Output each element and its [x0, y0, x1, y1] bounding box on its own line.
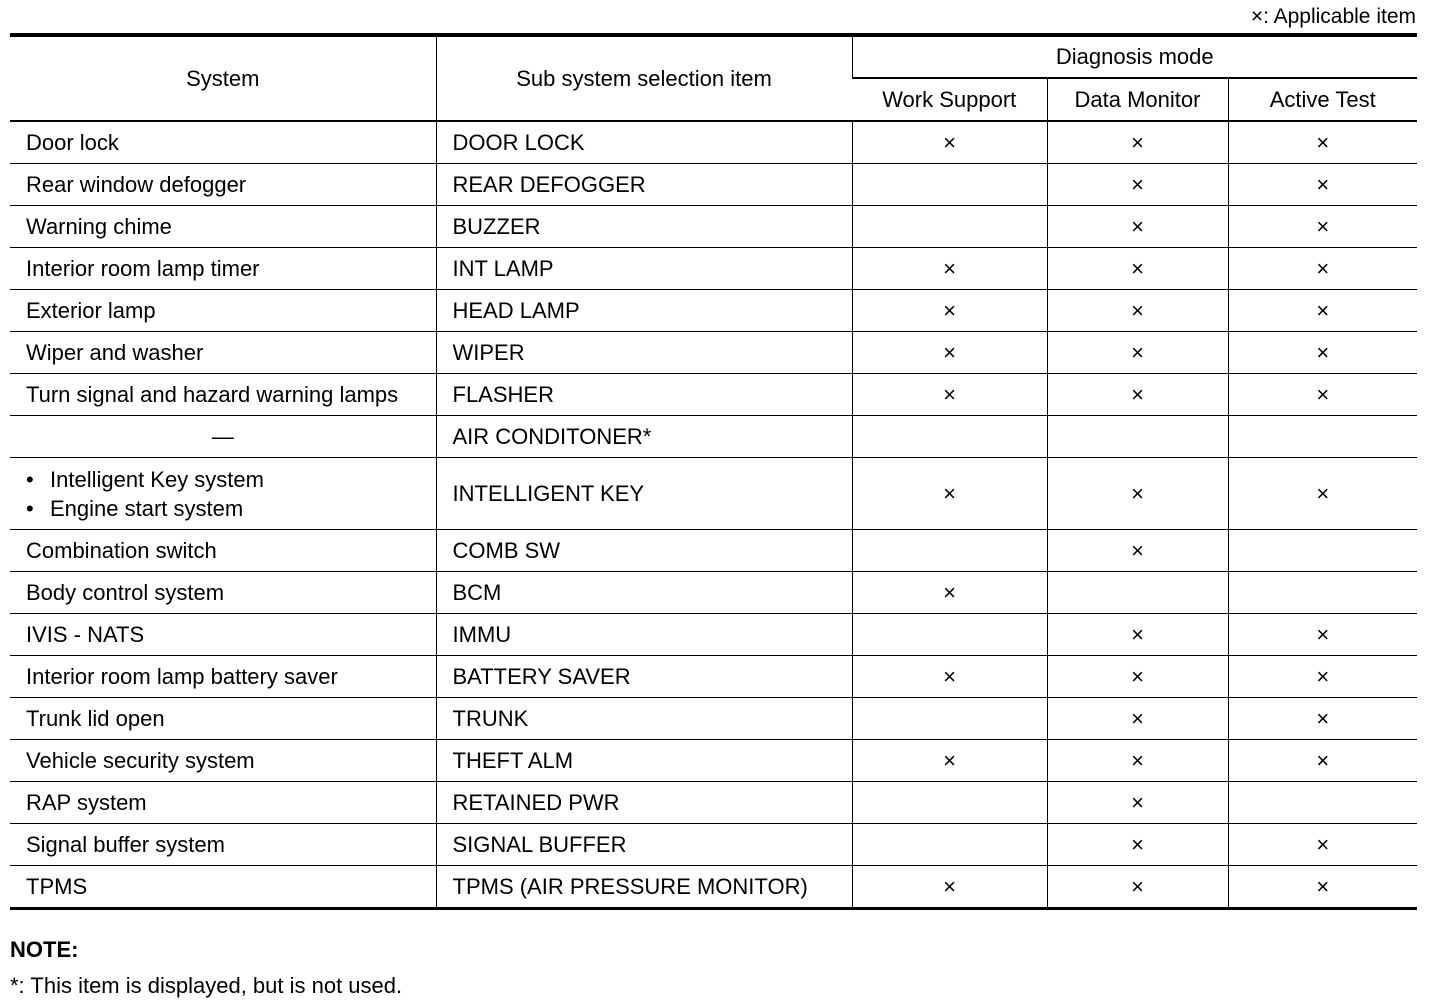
- sub-system-cell: SIGNAL BUFFER: [436, 824, 852, 866]
- work-support-cell: ×: [852, 290, 1047, 332]
- sub-system-cell: REAR DEFOGGER: [436, 164, 852, 206]
- diagnosis-mode-table: [10, 33, 1417, 910]
- system-cell: Warning chime: [10, 206, 436, 248]
- work-support-cell: ×: [852, 866, 1047, 909]
- data-monitor-cell: ×: [1047, 290, 1228, 332]
- sub-system-cell: WIPER: [436, 332, 852, 374]
- system-bullet-list: [26, 465, 436, 523]
- header-diagnosis-mode: Diagnosis mode: [852, 35, 1417, 78]
- system-cell: Vehicle security system: [10, 740, 436, 782]
- active-test-cell: ×: [1228, 374, 1417, 416]
- data-monitor-cell: ×: [1047, 782, 1228, 824]
- data-monitor-cell: [1047, 572, 1228, 614]
- active-test-cell: ×: [1228, 458, 1417, 530]
- sub-system-cell: FLASHER: [436, 374, 852, 416]
- table-body: [10, 121, 1417, 909]
- table-row: [10, 866, 1417, 909]
- data-monitor-cell: ×: [1047, 698, 1228, 740]
- table-row: [10, 206, 1417, 248]
- table-row: [10, 374, 1417, 416]
- system-cell: [10, 458, 436, 530]
- sub-system-cell: BATTERY SAVER: [436, 656, 852, 698]
- active-test-cell: ×: [1228, 614, 1417, 656]
- sub-system-cell: IMMU: [436, 614, 852, 656]
- data-monitor-cell: ×: [1047, 248, 1228, 290]
- header-work-support: Work Support: [852, 78, 1047, 121]
- table-row: [10, 698, 1417, 740]
- active-test-cell: ×: [1228, 740, 1417, 782]
- data-monitor-cell: ×: [1047, 614, 1228, 656]
- data-monitor-cell: ×: [1047, 458, 1228, 530]
- sub-system-cell: BCM: [436, 572, 852, 614]
- data-monitor-cell: ×: [1047, 866, 1228, 909]
- active-test-cell: ×: [1228, 698, 1417, 740]
- active-test-cell: ×: [1228, 206, 1417, 248]
- table-row: [10, 656, 1417, 698]
- data-monitor-cell: [1047, 416, 1228, 458]
- system-cell: TPMS: [10, 866, 436, 909]
- table-row: [10, 332, 1417, 374]
- active-test-cell: [1228, 572, 1417, 614]
- applicable-item-legend: ×: Applicable item: [1250, 5, 1416, 28]
- system-cell: Trunk lid open: [10, 698, 436, 740]
- sub-system-cell: DOOR LOCK: [436, 121, 852, 164]
- system-cell: Turn signal and hazard warning lamps: [10, 374, 436, 416]
- data-monitor-cell: ×: [1047, 164, 1228, 206]
- table-row: [10, 740, 1417, 782]
- table-row: [10, 458, 1417, 530]
- system-cell: Combination switch: [10, 530, 436, 572]
- work-support-cell: [852, 698, 1047, 740]
- table-row: [10, 782, 1417, 824]
- work-support-cell: [852, 614, 1047, 656]
- system-cell: Signal buffer system: [10, 824, 436, 866]
- header-active-test: Active Test: [1228, 78, 1417, 121]
- active-test-cell: ×: [1228, 824, 1417, 866]
- system-cell: Wiper and washer: [10, 332, 436, 374]
- table-row: [10, 248, 1417, 290]
- header-data-monitor: Data Monitor: [1047, 78, 1228, 121]
- note-title: NOTE:: [10, 937, 79, 962]
- data-monitor-cell: ×: [1047, 740, 1228, 782]
- sub-system-cell: TRUNK: [436, 698, 852, 740]
- table-row: [10, 290, 1417, 332]
- data-monitor-cell: ×: [1047, 121, 1228, 164]
- system-cell: Interior room lamp battery saver: [10, 656, 436, 698]
- system-cell: Interior room lamp timer: [10, 248, 436, 290]
- system-cell: Door lock: [10, 121, 436, 164]
- system-cell: RAP system: [10, 782, 436, 824]
- work-support-cell: [852, 164, 1047, 206]
- work-support-cell: ×: [852, 656, 1047, 698]
- work-support-cell: ×: [852, 572, 1047, 614]
- note-text: *: This item is displayed, but is not used.: [10, 973, 403, 998]
- data-monitor-cell: ×: [1047, 824, 1228, 866]
- sub-system-cell: COMB SW: [436, 530, 852, 572]
- sub-system-cell: RETAINED PWR: [436, 782, 852, 824]
- work-support-cell: [852, 206, 1047, 248]
- data-monitor-cell: ×: [1047, 530, 1228, 572]
- system-bullet-item: • Engine start system: [26, 494, 436, 523]
- table-row: [10, 416, 1417, 458]
- work-support-cell: ×: [852, 458, 1047, 530]
- active-test-cell: ×: [1228, 248, 1417, 290]
- system-cell: IVIS - NATS: [10, 614, 436, 656]
- system-cell: Rear window defogger: [10, 164, 436, 206]
- table-row: [10, 164, 1417, 206]
- active-test-cell: ×: [1228, 656, 1417, 698]
- work-support-cell: [852, 782, 1047, 824]
- table-row: [10, 572, 1417, 614]
- system-bullet-item: • Intelligent Key system: [26, 465, 436, 494]
- table-row: [10, 530, 1417, 572]
- table-row: [10, 121, 1417, 164]
- sub-system-cell: AIR CONDITONER*: [436, 416, 852, 458]
- sub-system-cell: THEFT ALM: [436, 740, 852, 782]
- work-support-cell: ×: [852, 740, 1047, 782]
- sub-system-cell: HEAD LAMP: [436, 290, 852, 332]
- header-system: System: [10, 35, 436, 121]
- table-row: [10, 614, 1417, 656]
- system-cell: Body control system: [10, 572, 436, 614]
- active-test-cell: ×: [1228, 164, 1417, 206]
- active-test-cell: [1228, 782, 1417, 824]
- data-monitor-cell: ×: [1047, 656, 1228, 698]
- work-support-cell: [852, 824, 1047, 866]
- header-sub-system: Sub system selection item: [436, 35, 852, 121]
- active-test-cell: ×: [1228, 121, 1417, 164]
- active-test-cell: [1228, 416, 1417, 458]
- sub-system-cell: INT LAMP: [436, 248, 852, 290]
- system-cell: —: [10, 416, 436, 458]
- table-row: [10, 824, 1417, 866]
- sub-system-cell: INTELLIGENT KEY: [436, 458, 852, 530]
- work-support-cell: [852, 530, 1047, 572]
- active-test-cell: [1228, 530, 1417, 572]
- work-support-cell: ×: [852, 121, 1047, 164]
- data-monitor-cell: ×: [1047, 374, 1228, 416]
- work-support-cell: ×: [852, 248, 1047, 290]
- system-cell: Exterior lamp: [10, 290, 436, 332]
- active-test-cell: ×: [1228, 290, 1417, 332]
- data-monitor-cell: ×: [1047, 206, 1228, 248]
- work-support-cell: ×: [852, 374, 1047, 416]
- work-support-cell: ×: [852, 332, 1047, 374]
- active-test-cell: ×: [1228, 866, 1417, 909]
- work-support-cell: [852, 416, 1047, 458]
- active-test-cell: ×: [1228, 332, 1417, 374]
- sub-system-cell: BUZZER: [436, 206, 852, 248]
- data-monitor-cell: ×: [1047, 332, 1228, 374]
- sub-system-cell: TPMS (AIR PRESSURE MONITOR): [436, 866, 852, 909]
